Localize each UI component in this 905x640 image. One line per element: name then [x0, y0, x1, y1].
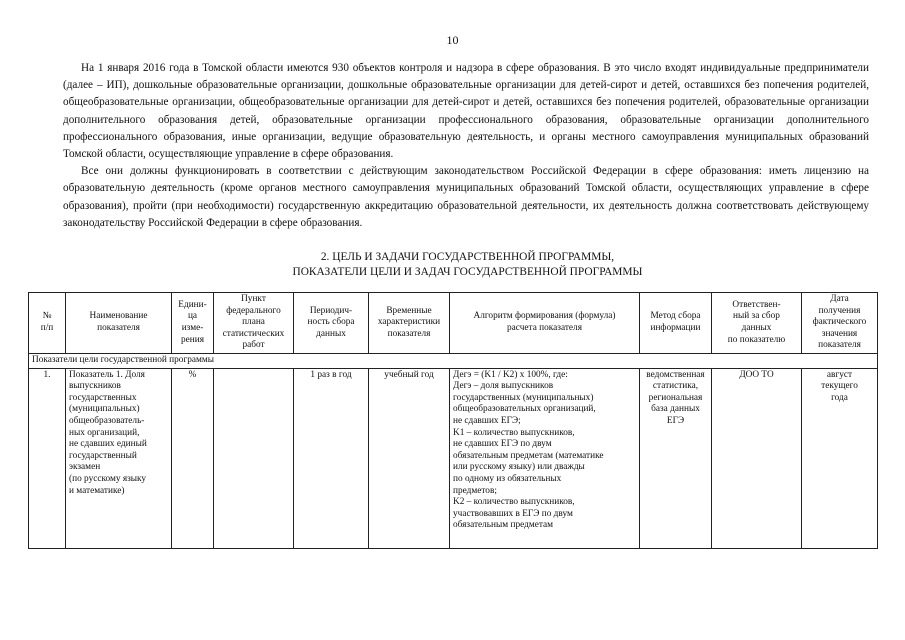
table-row — [29, 368, 878, 548]
header-periodicity: Периодич- ность сбора данных — [294, 293, 369, 354]
table-header-row — [29, 293, 878, 354]
header-date: Дата получения фактического значения показателя — [802, 293, 878, 354]
cell-time-characteristics: учебный год — [369, 368, 450, 548]
formula-line: государственных (муниципальных) — [453, 392, 594, 403]
cell-algorithm — [450, 368, 640, 548]
formula-line: Дегэ = (K1 / K2) x 100%, где: — [453, 369, 568, 380]
table-section-row — [29, 353, 878, 368]
formula-line: участвовавших в ЕГЭ по двум — [453, 508, 573, 519]
cell-name: Показатель 1. Доля выпускников государственных (муниципальных) общеобразователь- ных организаций, не сдавших единый государственный экзамен (по русскому языку и математике) — [66, 368, 172, 548]
header-method: Метод сбора информации — [640, 293, 712, 354]
cell-federal-plan — [214, 368, 294, 548]
header-algorithm: Алгоритм формирования (формула) расчета показателя — [450, 293, 640, 354]
formula-line: обязательным предметам — [453, 520, 554, 531]
formula-line: не сдавших ЕГЭ по двум — [453, 439, 552, 450]
formula-line: K1 – количество выпускников, — [453, 427, 575, 438]
cell-num: 1. — [29, 368, 66, 548]
paragraph-1: На 1 января 2016 года в Томской области имеются 930 объектов контроля и надзора в сфере образования. В это число входят индивидуальные предприниматели (далее – ИП), дошкольные образовательные организации, дошкольные образовательные организации для детей-сирот и детей, оставшихся без попечения родителей, общеобразовательные организации, общеобразовательные организации для детей-сирот и детей, оставшихся без попечения родителей, образовательные организации дополнительного образования детей, образовательные организации профессионального образования, образовательные организации дополнительного профессионального образования, иные организации, ведущие образовательную деятельность, и органы местного самоуправления муниципальных образований Томской области, осуществляющие управление в сфере образования. — [63, 62, 869, 161]
header-num: № п/п — [29, 293, 66, 354]
cell-periodicity: 1 раз в год — [294, 368, 369, 548]
cell-date: август текущего года — [802, 368, 878, 548]
header-responsible: Ответствен- ный за сбор данных по показателю — [712, 293, 802, 354]
section-heading-line-1: 2. ЦЕЛЬ И ЗАДАЧИ ГОСУДАРСТВЕННОЙ ПРОГРАММЫ, — [320, 251, 615, 263]
header-time-characteristics: Временные характеристики показателя — [369, 293, 450, 354]
section-row-label: Показатели цели государственной программы — [29, 353, 878, 368]
section-heading-line-2: ПОКАЗАТЕЛИ ЦЕЛИ И ЗАДАЧ ГОСУДАРСТВЕННОЙ ПРОГРАММЫ — [292, 265, 643, 278]
cell-method: ведомственная статистика, региональная база данных ЕГЭ — [640, 368, 712, 548]
cell-responsible: ДОО ТО — [712, 368, 802, 548]
header-unit: Едини- ца изме- рения — [172, 293, 214, 354]
cell-unit: % — [172, 368, 214, 548]
formula-line: по одному из обязательных — [453, 473, 562, 484]
header-name: Наименование показателя — [66, 293, 172, 354]
formula-line: предметов; — [453, 485, 497, 496]
formula-line: общеобразовательных организаций, — [453, 404, 596, 415]
page-number: 10 — [446, 33, 459, 47]
paragraph-2: Все они должны функционировать в соответствии с действующим законодательством Российской Федерации в сфере образования: иметь лицензию на образовательную деятельность (кроме органов местного самоуправления муниципальных образований Томской области, осуществляющих управление в сфере образования), пройти (при необходимости) государственную аккредитацию образовательной деятельности, их деятельность должна соответствовать действующему законодательству Российской Федерации в сфере образования. — [63, 165, 869, 229]
indicators-table — [28, 292, 878, 549]
header-federal-plan: Пункт федерального плана статистических работ — [214, 293, 294, 354]
body-text — [63, 60, 869, 232]
formula-line: Дегэ – доля выпускников — [453, 381, 554, 392]
formula-line: не сдавших ЕГЭ; — [453, 415, 521, 426]
formula-line: или русскому языку) или дважды — [453, 462, 585, 473]
formula-line: обязательным предметам (математике — [453, 450, 604, 461]
formula-line: K2 – количество выпускников, — [453, 497, 575, 508]
section-heading — [0, 250, 905, 279]
